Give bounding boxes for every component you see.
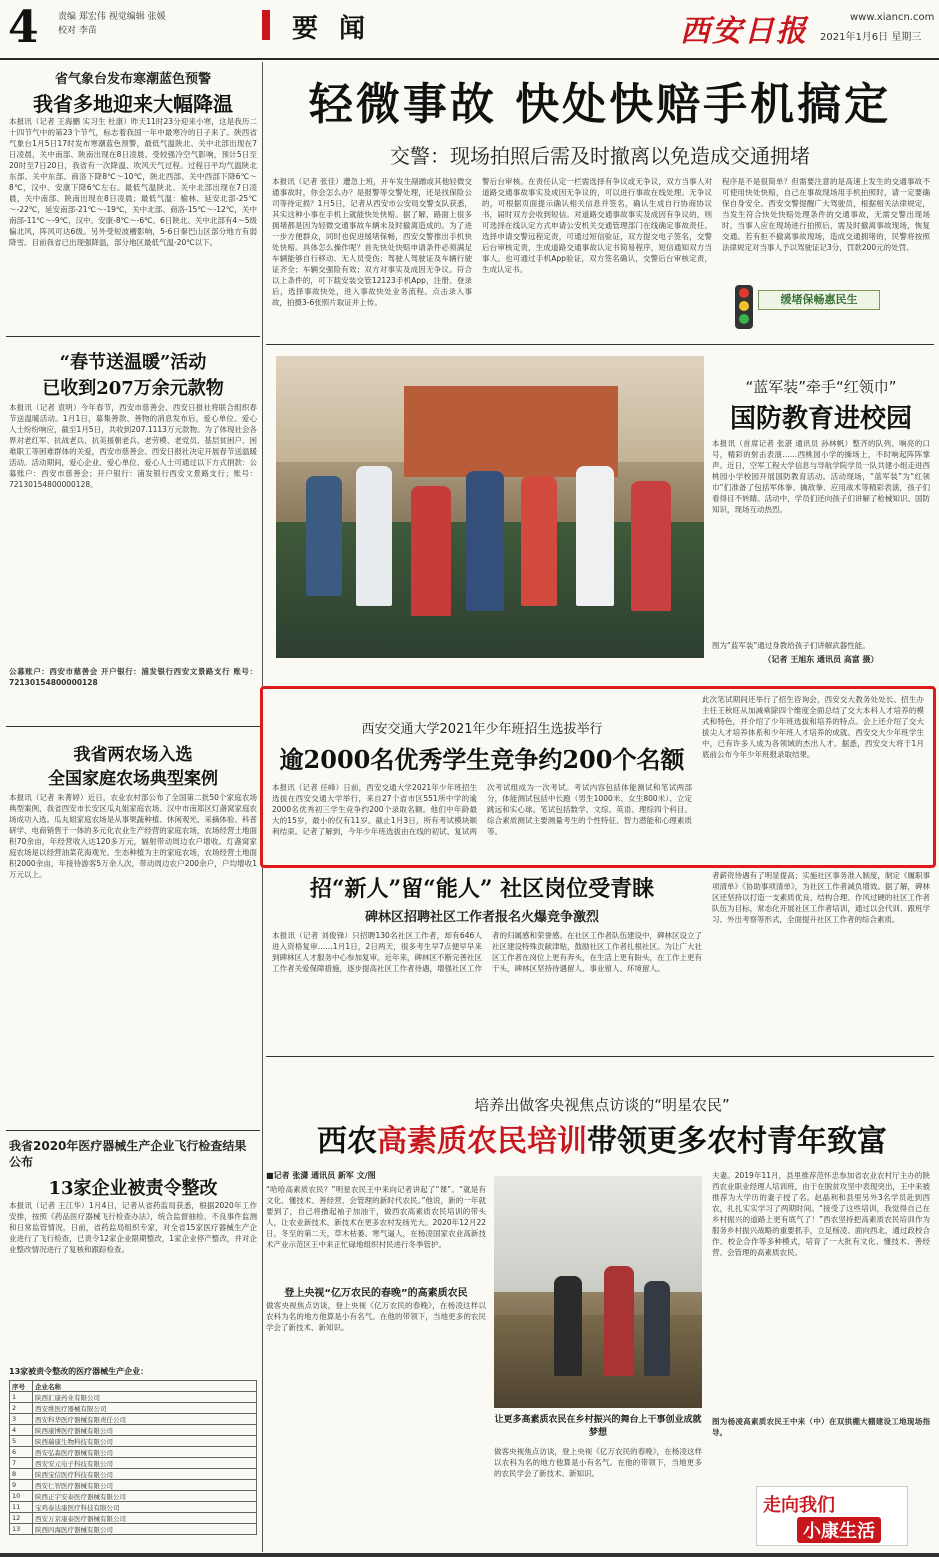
feature2-sidebar: 此次笔试期间还举行了招生咨询会，西安交大教务处处长、招生办主任王秋旺从加减乘除四个维度全面总结了交大本科人才培养的模式和特色，并介绍了少年班选拔和培养的特点。会上还介绍了交大拔尖人才培养体系和少年班人才培养的成就。西安交大少年班学生中，已有许多人成为各领域的杰出人才。据悉，西安交大将于1月底前公布今年少年班报录取结果。 bbox=[702, 695, 924, 759]
editors-line-1: 责编 郑宏伟 视觉编辑 张媛 bbox=[58, 12, 166, 22]
page-number: 4 bbox=[8, 2, 39, 53]
company-name: 陕西汇康药业有限公司 bbox=[33, 1392, 257, 1403]
divider-rule bbox=[266, 344, 934, 345]
lead-subheadline: 交警：现场拍照后需及时撤离以免造成交通拥堵 bbox=[390, 144, 810, 168]
table-header-row bbox=[10, 1381, 257, 1392]
feature4-headline-pre: 西农 bbox=[317, 1124, 377, 1159]
table-row bbox=[10, 1524, 257, 1535]
left-a2-headline-2: 已收到207万余元款物 bbox=[42, 378, 224, 399]
feature4-right-caption: 图为杨凌高素质农民王中来（中）在双拱棚大棚建设工地现场指导。 bbox=[712, 1417, 930, 1437]
lead-body-col1: 本报讯（记者 张佳）遭急上班，开车发生剐蹭或其他轻微交通事故时，你会怎么办？是报警等交警处理，还是找保险公司等待定损？1月5日，记者从西安市公安局交警支队获悉，其实这种小事在手机上就能快处快赔。据了解，路面上很多拥堵都是因为轻微交通事故车辆未及时撤离造成的。为了进一步方便群众，同时也促进缓堵保畅，西安交警推出手机快处快赔。具体怎么操作呢？首先快处快赔申请条件必须满足车辆能够自行移动、无人员受伤；驾驶人驾驶证及车辆行驶证齐全；车辆交强险有效；双方对事实及成因无争议。符合以上条件的，可下载安装交管12123手机App，注册、登录后，选择事故快处，进入事故快处业务流程。点击录入事故，拍摄3-6张照片取证并上传。 bbox=[272, 177, 472, 307]
photo-figure bbox=[631, 481, 671, 611]
company-name: 西安维医疗器械有限公司 bbox=[33, 1403, 257, 1414]
row-index: 1 bbox=[10, 1392, 33, 1403]
feature4-right-body: 夫妻。2019年11月，县里推荐范怀忠参加省农业农村厅主办的陕西农业职业经理人培训班，由于在脱贫攻坚中表现突出，王中来被推荐为大学历的妻子授了名。赵晶利和县里另外3名学员赴到西农，扎扎实实学习了两期时间。“接受了这些培训，我觉得自己在乡村振兴的道路上更有底气了！”西农坚持把高素质农民培训作为服务乡村振兴战略的重要抓手，立足杨凌、面向西北，通过政校合作、校企合作等多种模式，培育了一大批有文化、懂技术、善经营、会管理的高素质农民。 bbox=[712, 1171, 930, 1257]
divider-rule bbox=[6, 1130, 260, 1131]
left-a3-body: 本报讯（记者 朱菁婷）近日，农业农村部公布了全国第二批50个家庭农场典型案例，我省西安市长安区瓜丸姐家庭农场、汉中市南郑区灯盏窝家庭农场成功入选。瓜丸姐家庭农场是从事果蔬种植、休闲观光、采摘体验、科普研学、电商销售于一体的多元化农业生产经营的家庭农场，农场经营土地面积70余亩，年经营收入达120多万元，辐射带动周边农户增收。灯盏窝家庭农场是以经营油菜花海观光、生态种植为主的家庭农场，农场经营土地面积2000余亩，年接待游客5万余人次，带动周边农户200余户，户均增收1万元以上。 bbox=[9, 793, 257, 879]
company-name: 西安科华医疗器械有限责任公司 bbox=[33, 1414, 257, 1425]
feature3-sidebar: 者薪资待遇有了明显提高；实施社区事务准入制度，制定《履职事项清单》《协助事项清单》，为社区工作者减负增效。据了解，碑林区还坚持以打造一支素质优良、结构合理、作风过硬的社区工作者队伍为目标，常态化开展社区工作者培训，通过以会代训、跟班学习、外出考察等形式，全面提升社区工作者的综合素质。 bbox=[712, 871, 930, 924]
greenhouse-photo bbox=[494, 1176, 702, 1408]
row-index: 3 bbox=[10, 1414, 33, 1425]
photo-figure bbox=[466, 471, 504, 611]
company-name: 西安万京康泰医疗器械有限公司 bbox=[33, 1513, 257, 1524]
company-name: 陕西正宇安泰医疗器械有限公司 bbox=[33, 1491, 257, 1502]
left-a3-headline-2: 全国家庭农场典型案例 bbox=[48, 769, 218, 789]
left-a2-contact: 公募账户：西安市慈善会 开户银行：浦发银行西安文景路支行 账号：72130154800000128 bbox=[9, 667, 257, 687]
photo-ground bbox=[494, 1315, 702, 1408]
feature4-subhead: 登上央视“亿万农民的春晚”的高素质农民 bbox=[284, 1288, 468, 1299]
section-marker bbox=[262, 10, 270, 40]
row-index: 8 bbox=[10, 1469, 33, 1480]
feature4-body2: 做客央视焦点访谈，登上央视《亿万农民的春晚》，在杨凌这样以农科为名的地方他算是小有名气。在他的带领下，当地更多的农民学会了新技术、新知识。 bbox=[266, 1301, 486, 1332]
table-caption: 13家被责令整改的医疗器械生产企业： bbox=[9, 1367, 149, 1376]
row-index: 2 bbox=[10, 1403, 33, 1414]
row-index: 13 bbox=[10, 1524, 33, 1535]
left-a1-headline: 我省多地迎来大幅降温 bbox=[33, 92, 233, 116]
photo-figure bbox=[604, 1266, 634, 1376]
company-name: 西安安元电子科技有限公司 bbox=[33, 1458, 257, 1469]
left-a1-kicker: 省气象台发布寒潮蓝色预警 bbox=[54, 72, 211, 87]
photo-figure bbox=[356, 466, 392, 606]
feature4-byline: ■记者 张潇 通讯员 新军 文/图 bbox=[266, 1171, 376, 1180]
lead-body-col3: 程序是不是很简单？但需要注意的是高速上发生的交通事故不可使用快处快赔，自己在事故现场用手机拍照时，请一定要确保自身安全。西安交警提醒广大驾驶员，根据相关法律规定，当发生符合快处快赔处理条件的交通事故，无需交警出现场时，当事人应在现场进行拍照后，需及时撤离事故现场，恢复交通。若有拒不撤离事故现场，造成交通拥堵的，民警将按照法律规定对当事人予以驾驶证记3分，罚款200元的处罚。 bbox=[722, 177, 930, 252]
feature1-credit: （记者 王旭东 通讯员 高富 摄） bbox=[763, 655, 879, 664]
feature2-body: 本报讯（记者 任峰）日前，西安交通大学2021年少年班招生选拔在西安交通大学举行，来自27个省市区551所中学的逾2000名优秀初三学生竞争约200个录取名额。他们中年龄最大的15岁，最小的仅有11岁。截止1月3日，所有考试模块顺利结束。记者了解到，今年少年班选拔由在线的初试、复试两次考试组成为一次考试。考试内容包括体能测试和笔试两部分，体能测试包括中长跑（男生1000米、女生800米）、立定跳远和实心球。笔试包括数学、文综、英语、理综四个科目。综合素质测试主要测量考生的个性特征、智力潜能和心理素质等。 bbox=[272, 783, 692, 836]
photo-building bbox=[404, 386, 618, 477]
lead-body-col2: 警后台审核。在责任认定一栏需选择有争议或无争议，双方当事人对道路交通事故事实及成因无争议的，可以进行事故在线处理。无争议的，可根据页面提示确认相关信息并签名，确认生成自行协商协议书，届时双方会收到短信。对道路交通事故事实及成因有争议的，则可选择在线认定方式申请公安机关交通管理部门在线确定事故责任。选择申请交警远程定责，可通过短信验证，双方提交电子签名，交警后台审核定责，生成道路交通事故认定书简易程序，短信通知双方当事人。也可通过手机App验证，双方签名确认，交警后台审核定责，生成认定书。 bbox=[482, 177, 712, 274]
feature4-headline-highlight: 高素质农民培训 bbox=[377, 1124, 587, 1159]
feature4-body3: 做客央视焦点访谈，登上央视《亿万农民的春晚》，在杨凌这样以农科为名的地方他算是小有名气。在他的带领下，当地更多的农民学会了新技术、新知识。 bbox=[494, 1447, 702, 1478]
feature3-body: 本报讯（记者 刘俊锋）只招聘130名社区工作者，却有646人进入资格复审……1月1日，2日两天，很多考生早7点便早早来到碑林区人才服务中心参加复审。近年来，碑林区不断完善社区工作者关爱保障措施，逐步提高社区工作者待遇，增强社区工作者的归属感和荣誉感。在社区工作者队伍建设中，碑林区设立了社区建设特殊贡献津贴，鼓励社区工作者扎根社区。为让广大社区工作者在岗位上更有奔头，在生活上更有盼头，在工作上更有干头，碑林区坚持待遇留人、事业留人、环境留人。 bbox=[272, 931, 702, 973]
left-a2-body: 本报讯（记者 袁明）今年春节，西安市慈善会、西安日报社将联合组织春节送温暖活动。1月1日，募集善款、善物的消息发布后，爱心单位、爱心人士纷纷响应，截至1月5日，共收到207.1113万元款物。为了体现社会各界对老红军、抗战老兵、抗美援朝老兵、老劳模、老党员、基层贫困户、困难职工等困难群体的关爱，西安市慈善会、西安日报社决定开展春节送温暖活动。活动期间，爱心企业、爱心单位、爱心人士可通过以下方式捐款：公募账户：西安市慈善会；开户银行：浦发银行西安文景路支行；账号：72130154800000128。 bbox=[9, 403, 257, 489]
row-index: 12 bbox=[10, 1513, 33, 1524]
school-photo bbox=[276, 356, 704, 658]
table-row bbox=[10, 1447, 257, 1458]
table-row bbox=[10, 1502, 257, 1513]
editors-line-2: 校对 李苗 bbox=[58, 26, 97, 36]
table-row bbox=[10, 1491, 257, 1502]
feature4-body: “哈哈高素质农民？”明星农民王中来向记者讲起了“课”。“就是有文化、懂技术、善经营、会管理的新时代农民。”他说，新的一年就要到了，自己将撸起袖子加油干，做西农高素质农民培训的带头人，让农业新技术、新技术在更多农村发扬光大。2020年12月22日，冬至的第二天，草木枯萎、寒气逼人，在杨凌国家农业高新技术产业示范区王中来正忙碌地组织村民进行冬季管护。 bbox=[266, 1185, 486, 1249]
yellow-light-icon bbox=[739, 301, 749, 311]
divider-rule bbox=[266, 1056, 934, 1057]
website-url: www.xiancn.com bbox=[850, 12, 935, 23]
company-table bbox=[9, 1380, 257, 1535]
divider-rule bbox=[6, 336, 260, 337]
green-light-icon bbox=[739, 314, 749, 324]
feature4-headline bbox=[272, 1116, 932, 1160]
table-row bbox=[10, 1425, 257, 1436]
photo-figure bbox=[554, 1276, 582, 1376]
feature1-caption: 图为“蓝军装”通过身教给孩子们讲解武器性能。 bbox=[712, 641, 870, 650]
left-a2-headline-1: “春节送温暖”活动 bbox=[59, 352, 207, 373]
editors-credit bbox=[58, 10, 178, 38]
red-light-icon bbox=[739, 288, 749, 298]
photo-figure bbox=[521, 476, 557, 606]
table-row bbox=[10, 1480, 257, 1491]
left-a4-headline: 13家企业被责令整改 bbox=[48, 1178, 218, 1199]
feature4-photo-caption: 让更多高素质农民在乡村振兴的舞台上干事创业成就梦想 bbox=[494, 1415, 702, 1438]
photo-sky bbox=[494, 1176, 702, 1292]
column-stamp bbox=[756, 1486, 908, 1546]
feature1-kicker: “蓝军装”牵手“红领巾” bbox=[745, 378, 897, 396]
table-row bbox=[10, 1436, 257, 1447]
company-name: 陕西宝信医疗科技有限公司 bbox=[33, 1469, 257, 1480]
table-header-cell: 企业名称 bbox=[33, 1381, 257, 1392]
feature3-headline: 招“新人”留“能人” 社区岗位受青睐 bbox=[309, 876, 655, 902]
left-a4-body: 本报讯（记者 王江华）1月4日，记者从省药监局获悉，根据2020年工作安排，按照《药品医疗器械飞行检查办法》，统合监督抽检、不良事件监测和日常监管情况，日前，省药监局组织专家，对全省15家医疗器械生产企业进行了飞行检查，已责令12家企业限期整改，1家企业停产整改，并对企业整改情况进行了复核和跟踪检查。 bbox=[9, 1201, 257, 1254]
divider-rule bbox=[6, 726, 260, 727]
row-index: 5 bbox=[10, 1436, 33, 1447]
section-name: 要 闻 bbox=[292, 14, 372, 44]
issue-date: 2021年1月6日 星期三 bbox=[820, 32, 922, 43]
photo-figure bbox=[576, 466, 614, 606]
feature1-body: 本报讯（首席记者 张湛 通讯员 孙林帆）整齐的队列、响亮的口号，精彩的射击表演……西桃园小学的操场上，不时响起阵阵掌声。近日，空军工程大学信息与导航学院学员一队共建小组走进西桃园小学校园开展国防教育活动。活动现场，“蓝军装”为“红领巾”们准备了包括军体拳、擒敌拳、应用战术等精彩表演，孩子们看得目不转睛。活动中，学员们还向孩子们讲解了枪械知识、国防知识，现场互动热烈。 bbox=[712, 439, 930, 514]
feature3-subheadline: 碑林区招聘社区工作者报名火爆竞争激烈 bbox=[364, 910, 599, 925]
left-a1-body: 本报讯（记者 王海鹏 实习生 杜康）昨天11时23分迎来小寒，这是我历二十四节气中的第23个节气，标志着我国一年中最寒冷的日子来了。陕西省气象台1月5日17时发布寒潮蓝色预警，最低气温陕北、关中北部出现在7日凌晨，关中南部、陕南出现在8日凌晨。受较强冷空气影响，预计5日至20时至7日20日，我省有一次降温、吹风天气过程。过程日平均气温陕北东部、关中东部、商洛下降8℃～10℃，陕北西部、关中西部下降6℃～8℃，汉中、安康下降6℃左右。最低气温陕北、关中北部出现在7日凌晨，关中南部、陕南出现在8日凌晨；最低气温：榆林、延安北部-25℃～-22℃，延安南部-21℃～-19℃，关中北部、商洛-15℃～-12℃，关中南部-11℃～-9℃，汉中、安康-8℃～-6℃。6日陕北、关中北部有4～5级偏北风，阵风可达6级。另外受短波槽影响，5-6日秦巴山区部分地方有弱降雪。目前我省已出现强降温，部分地区最低气温-20℃以下。 bbox=[9, 117, 257, 247]
row-index: 6 bbox=[10, 1447, 33, 1458]
company-name: 西安仁智医疗器械有限公司 bbox=[33, 1480, 257, 1491]
row-index: 4 bbox=[10, 1425, 33, 1436]
table-row bbox=[10, 1513, 257, 1524]
table-header-cell: 序号 bbox=[10, 1381, 33, 1392]
stamp-text-top: 走向我们 bbox=[763, 1495, 835, 1516]
left-a3-headline-1: 我省两农场入选 bbox=[73, 745, 193, 765]
feature2-headline: 逾2000名优秀学生竞争约200个名额 bbox=[279, 745, 685, 774]
photo-figure bbox=[411, 486, 451, 616]
company-name: 西安弘森医疗器械有限公司 bbox=[33, 1447, 257, 1458]
photo-figure bbox=[644, 1281, 670, 1376]
row-index: 10 bbox=[10, 1491, 33, 1502]
feature4-kicker: 培养出做客央视焦点访谈的“明星农民” bbox=[474, 1096, 730, 1114]
company-name: 宝鸡泰达康医疗科技有限公司 bbox=[33, 1502, 257, 1513]
feature1-headline: 国防教育进校园 bbox=[729, 404, 912, 434]
table-row bbox=[10, 1403, 257, 1414]
page-bottom-rule bbox=[0, 1553, 939, 1557]
row-index: 9 bbox=[10, 1480, 33, 1491]
lead-headline: 轻微事故 快处快赔手机搞定 bbox=[308, 79, 892, 130]
photo-figure bbox=[306, 476, 342, 596]
company-name: 陕西四海医疗器械有限公司 bbox=[33, 1524, 257, 1535]
table-row bbox=[10, 1469, 257, 1480]
table-row bbox=[10, 1392, 257, 1403]
column-tag: 缓堵保畅惠民生 bbox=[758, 290, 880, 310]
feature2-kicker: 西安交通大学2021年少年班招生选拔举行 bbox=[361, 722, 603, 737]
row-index: 11 bbox=[10, 1502, 33, 1513]
company-name: 陕西瑞康生物科技有限公司 bbox=[33, 1436, 257, 1447]
company-name: 陕西康博医疗器械有限公司 bbox=[33, 1425, 257, 1436]
table-row bbox=[10, 1414, 257, 1425]
table-row bbox=[10, 1458, 257, 1469]
left-a4-kicker: 我省2020年医疗器械生产企业飞行检查结果公布 bbox=[9, 1139, 247, 1169]
traffic-light-icon bbox=[735, 285, 753, 329]
newspaper-logo: 西安日报 bbox=[680, 14, 808, 49]
row-index: 7 bbox=[10, 1458, 33, 1469]
stamp-text-bottom: 小康生活 bbox=[797, 1517, 881, 1543]
feature4-headline-post: 带领更多农村青年致富 bbox=[587, 1124, 887, 1159]
